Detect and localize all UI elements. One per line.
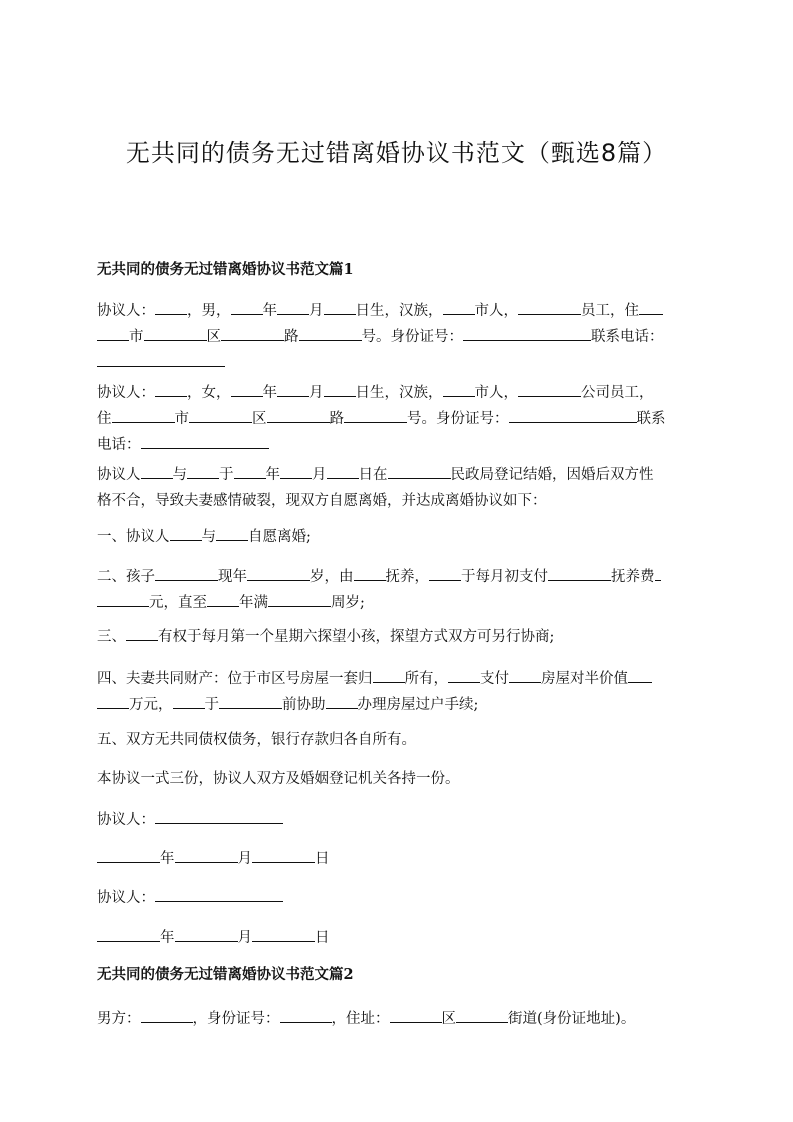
text: 联系电话： bbox=[591, 329, 664, 345]
paragraph-line bbox=[97, 846, 697, 872]
blank-field bbox=[216, 526, 248, 541]
blank-field bbox=[390, 1008, 442, 1023]
blank-field bbox=[144, 326, 207, 341]
text: 日在 bbox=[358, 467, 388, 483]
text: 协议人 bbox=[97, 467, 141, 483]
paragraph-line bbox=[97, 666, 697, 692]
blank-field bbox=[324, 382, 356, 397]
paragraph-line bbox=[97, 324, 697, 350]
blank-field bbox=[509, 408, 637, 423]
paragraph-line bbox=[97, 380, 697, 406]
blank-field bbox=[518, 300, 581, 315]
text: 抚养费 bbox=[611, 569, 655, 585]
signature-blank bbox=[155, 809, 283, 824]
paragraph-line bbox=[97, 432, 697, 458]
text: 民政局登记结婚，因婚后双方性 bbox=[450, 467, 654, 483]
text: 电话： bbox=[97, 437, 141, 453]
text: 周岁; bbox=[331, 595, 365, 611]
blank-field bbox=[548, 566, 611, 581]
text: 年 bbox=[262, 303, 277, 319]
blank-field bbox=[448, 668, 480, 683]
section-1-clause-4 bbox=[97, 666, 697, 718]
text: 所有， bbox=[404, 671, 448, 687]
section-1-clause-1 bbox=[97, 524, 697, 550]
text: 元，直至 bbox=[149, 595, 207, 611]
blank-field bbox=[141, 1008, 193, 1023]
section-1-paragraph-husband bbox=[97, 298, 697, 376]
blank-field bbox=[247, 566, 310, 581]
paragraph-line: 本协议一式三份，协议人双方及婚姻登记机关各持一份。 bbox=[97, 771, 460, 787]
signature-label: 协议人： bbox=[97, 890, 155, 906]
text: 日 bbox=[315, 851, 330, 867]
blank-field bbox=[189, 408, 252, 423]
text: ，身份证号： bbox=[192, 1011, 280, 1027]
text: 路 bbox=[284, 329, 299, 345]
text: 月 bbox=[312, 467, 327, 483]
paragraph-line bbox=[97, 524, 697, 550]
text: 现年 bbox=[218, 569, 247, 585]
text: 于每月初支付 bbox=[461, 569, 548, 585]
text: 市人， bbox=[474, 303, 518, 319]
blank-field bbox=[155, 566, 218, 581]
paragraph-line bbox=[97, 925, 697, 951]
text: 二、孩子 bbox=[97, 569, 155, 585]
blank-field bbox=[344, 408, 407, 423]
section-1-clause-2 bbox=[97, 564, 697, 616]
text: 街道(身份证地址)。 bbox=[508, 1011, 636, 1027]
blank-field bbox=[221, 326, 284, 341]
blank-field bbox=[354, 566, 386, 581]
blank-field bbox=[509, 668, 541, 683]
paragraph-line bbox=[97, 564, 697, 590]
text: 日 bbox=[315, 930, 330, 946]
blank-field bbox=[299, 326, 362, 341]
blank-field bbox=[207, 592, 239, 607]
text: 前协助 bbox=[282, 697, 326, 713]
text: 自愿离婚; bbox=[248, 529, 311, 545]
text: ，男， bbox=[187, 303, 231, 319]
text: 区 bbox=[441, 1011, 456, 1027]
text: 办理房屋过户手续; bbox=[357, 697, 479, 713]
blank-field bbox=[456, 1008, 508, 1023]
blank-field bbox=[518, 382, 581, 397]
blank-field bbox=[141, 464, 173, 479]
blank-field bbox=[324, 300, 356, 315]
blank-field bbox=[97, 694, 129, 709]
text: 市人， bbox=[474, 385, 518, 401]
blank-field bbox=[112, 408, 175, 423]
text: 年 bbox=[160, 851, 175, 867]
text: 于 bbox=[204, 697, 219, 713]
section-1-clause-3 bbox=[97, 624, 697, 650]
paragraph-line bbox=[97, 624, 697, 650]
text: 月 bbox=[237, 930, 252, 946]
paragraph-line bbox=[97, 406, 697, 432]
blank-field bbox=[155, 382, 187, 397]
paragraph-line bbox=[97, 590, 697, 616]
blank-field bbox=[126, 626, 158, 641]
text: 四、夫妻共同财产：位于市区号房屋一套归 bbox=[97, 671, 373, 687]
blank-field bbox=[373, 668, 405, 683]
text: 区 bbox=[252, 411, 267, 427]
text: 联系 bbox=[636, 411, 666, 427]
blank-field bbox=[170, 526, 202, 541]
blank-field bbox=[97, 592, 149, 607]
blank-field bbox=[97, 326, 129, 341]
blank-field bbox=[175, 927, 238, 942]
signature-label: 协议人： bbox=[97, 812, 155, 828]
text: 房屋对半价值 bbox=[541, 671, 628, 687]
blank-field bbox=[141, 434, 269, 449]
paragraph-line bbox=[97, 807, 697, 833]
text: 住 bbox=[97, 411, 112, 427]
paragraph-line: 五、双方无共同债权债务，银行存款归各自所有。 bbox=[97, 732, 416, 748]
text: 月 bbox=[237, 851, 252, 867]
blank-field bbox=[655, 566, 661, 581]
text: 岁，由 bbox=[310, 569, 354, 585]
text: 区 bbox=[206, 329, 221, 345]
blank-field bbox=[187, 464, 219, 479]
text: 月 bbox=[309, 303, 324, 319]
blank-field bbox=[97, 352, 225, 367]
paragraph-line bbox=[97, 298, 697, 324]
section-2-heading: 无共同的债务无过错离婚协议书范文篇2 bbox=[97, 966, 354, 983]
section-1-copies-note bbox=[97, 766, 697, 792]
text: 号。身份证号： bbox=[407, 411, 509, 427]
blank-field bbox=[231, 300, 263, 315]
text: 号。身份证号： bbox=[361, 329, 463, 345]
text: 年 bbox=[265, 467, 280, 483]
signature-blank bbox=[155, 887, 283, 902]
section-1-clause-5 bbox=[97, 727, 697, 753]
signature-line-2 bbox=[97, 885, 697, 911]
blank-field bbox=[219, 694, 282, 709]
blank-field bbox=[277, 300, 309, 315]
text: 于 bbox=[219, 467, 234, 483]
text: ，住址： bbox=[331, 1011, 390, 1027]
text: 日生，汉族， bbox=[355, 303, 443, 319]
blank-field bbox=[267, 408, 330, 423]
section-2-paragraph-husband bbox=[97, 1006, 697, 1032]
blank-field bbox=[252, 848, 315, 863]
text: 三、 bbox=[97, 629, 126, 645]
text: 月 bbox=[309, 385, 324, 401]
blank-field bbox=[280, 464, 312, 479]
section-1-paragraph-wife bbox=[97, 380, 697, 458]
blank-field bbox=[175, 848, 238, 863]
blank-field bbox=[280, 1008, 332, 1023]
blank-field bbox=[231, 382, 263, 397]
blank-field bbox=[268, 592, 331, 607]
blank-field bbox=[326, 694, 358, 709]
text: 路 bbox=[329, 411, 344, 427]
text: 市 bbox=[174, 411, 189, 427]
text: 年 bbox=[160, 930, 175, 946]
page-title: 无共同的债务无过错离婚协议书范文（甄选8篇） bbox=[125, 139, 668, 167]
section-1-heading: 无共同的债务无过错离婚协议书范文篇1 bbox=[97, 261, 354, 278]
text: 年满 bbox=[239, 595, 268, 611]
text: 公司员工， bbox=[581, 385, 654, 401]
blank-field bbox=[234, 464, 266, 479]
text: 万元， bbox=[129, 697, 173, 713]
blank-field bbox=[639, 300, 663, 315]
blank-field bbox=[443, 300, 475, 315]
text: 市 bbox=[129, 329, 144, 345]
blank-field bbox=[388, 464, 451, 479]
text: 有权于每月第一个星期六探望小孩，探望方式双方可另行协商; bbox=[158, 629, 555, 645]
text: ，女， bbox=[187, 385, 231, 401]
blank-field bbox=[252, 927, 315, 942]
paragraph-line bbox=[97, 885, 697, 911]
date-line-1 bbox=[97, 846, 697, 872]
text: 支付 bbox=[480, 671, 509, 687]
blank-field bbox=[463, 326, 591, 341]
text: 协议人： bbox=[97, 303, 155, 319]
blank-field bbox=[155, 300, 187, 315]
text: 协议人： bbox=[97, 385, 155, 401]
text: 日生，汉族， bbox=[355, 385, 443, 401]
text: 员工，住 bbox=[581, 303, 639, 319]
blank-field bbox=[429, 566, 461, 581]
date-line-2 bbox=[97, 925, 697, 951]
blank-field bbox=[443, 382, 475, 397]
blank-field bbox=[97, 927, 160, 942]
paragraph-line bbox=[97, 1006, 697, 1032]
blank-field bbox=[628, 668, 652, 683]
section-1-paragraph-marriage bbox=[97, 462, 697, 514]
text: 年 bbox=[262, 385, 277, 401]
paragraph-line: 格不合，导致夫妻感情破裂，现双方自愿离婚，并达成离婚协议如下： bbox=[97, 493, 547, 509]
paragraph-line bbox=[97, 692, 697, 718]
text: 抚养， bbox=[385, 569, 429, 585]
text: 一、协议人 bbox=[97, 529, 170, 545]
text: 男方： bbox=[97, 1011, 141, 1027]
blank-field bbox=[173, 694, 205, 709]
blank-field bbox=[327, 464, 359, 479]
signature-line-1 bbox=[97, 807, 697, 833]
blank-field bbox=[277, 382, 309, 397]
blank-field bbox=[97, 848, 160, 863]
paragraph-line bbox=[97, 462, 697, 488]
paragraph-line bbox=[97, 350, 697, 376]
text: 与 bbox=[201, 529, 216, 545]
text: 与 bbox=[172, 467, 187, 483]
